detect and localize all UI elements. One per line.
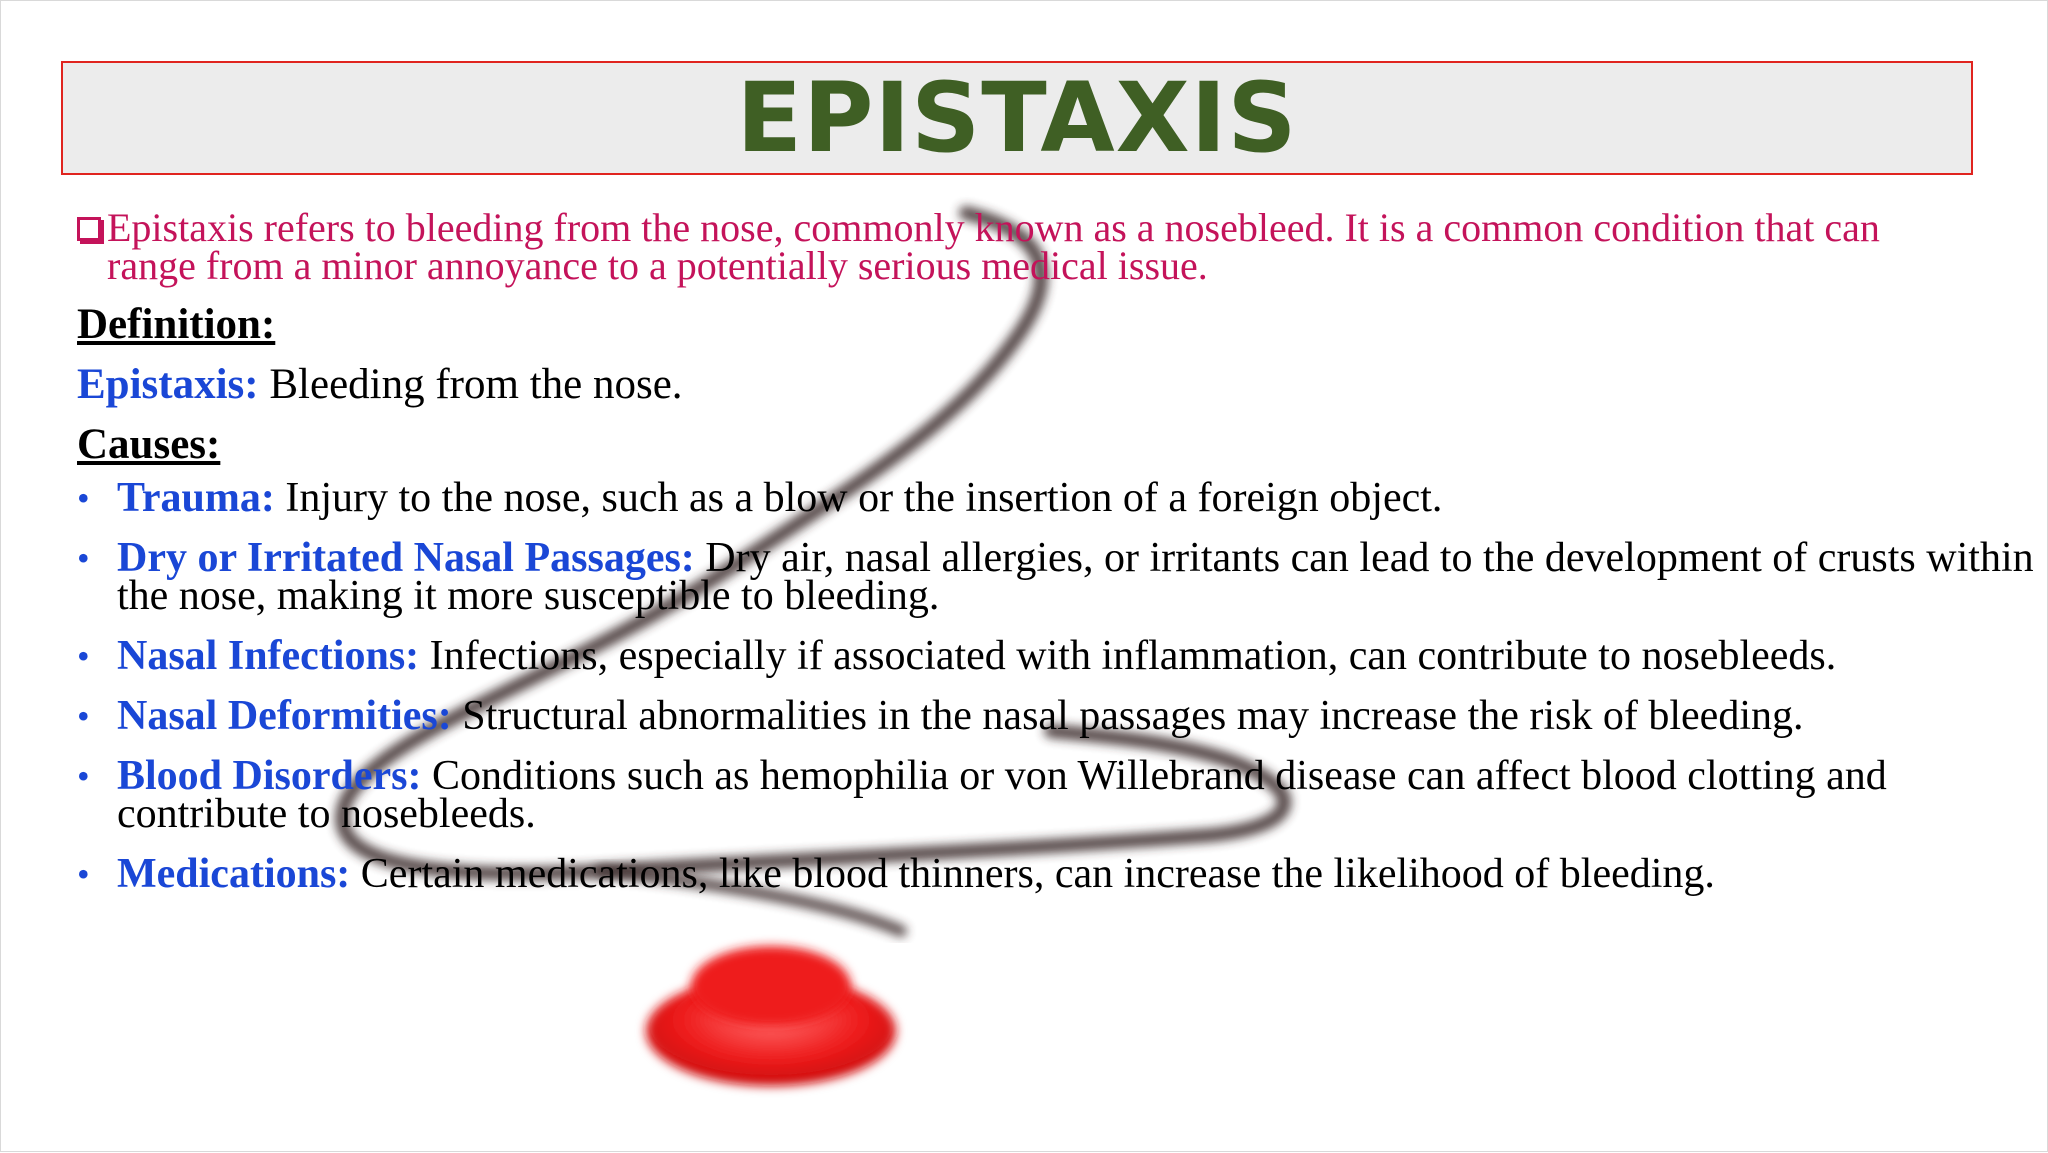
bullet-icon: • — [77, 696, 90, 736]
definition-text: Bleeding from the nose. — [258, 361, 683, 408]
cause-item — [77, 753, 2037, 837]
cause-term: Dry or Irritated Nasal Passages: — [117, 535, 695, 581]
cause-term: Blood Disorders: — [117, 753, 422, 799]
checkbox-bullet-icon — [77, 217, 101, 241]
cause-text: Structural abnormalities in the nasal passages may increase the risk of bleeding. — [451, 693, 1804, 739]
intro-paragraph — [77, 205, 1977, 288]
bullet-icon: • — [77, 538, 90, 578]
bullet-icon: • — [77, 478, 90, 518]
cause-text: Certain medications, like blood thinners, can increase the likelihood of bleeding. — [350, 851, 1715, 897]
bullet-icon: • — [77, 636, 90, 676]
cause-text: Dry air, nasal allergies, or irritants can lead to the development of crusts within the nose, making it more susceptible to bleeding. — [117, 535, 2034, 619]
cause-text: Infections, especially if associated with inflammation, can contribute to nosebleeds. — [419, 633, 1837, 679]
cause-text: Conditions such as hemophilia or von Willebrand disease can affect blood clotting and contribute to nosebleeds. — [117, 753, 1887, 837]
cause-item — [77, 475, 2037, 521]
cause-item — [77, 693, 2037, 739]
cause-item — [77, 851, 2037, 897]
cause-term: Nasal Deformities: — [117, 693, 452, 739]
cause-item — [77, 633, 2037, 679]
slide-title: EPISTAXIS — [736, 62, 1298, 174]
cause-term: Trauma: — [117, 475, 275, 521]
definition-heading: Definition: — [77, 301, 276, 348]
bullet-icon: • — [77, 756, 90, 796]
cause-term: Nasal Infections: — [117, 633, 420, 679]
slide-content — [77, 205, 2034, 915]
intro-text: Epistaxis refers to bleeding from the nose, commonly known as a nosebleed. It is a common condition that can range from a minor annoyance to a potentially serious medical issue. — [107, 205, 1880, 288]
definition-term: Epistaxis: — [77, 361, 259, 408]
cause-term: Medications: — [117, 851, 351, 897]
title-banner — [61, 61, 1973, 175]
causes-heading: Causes: — [77, 421, 221, 468]
bullet-icon: • — [77, 854, 90, 894]
causes-list — [77, 475, 2034, 897]
definition-line — [77, 359, 1977, 411]
cause-item — [77, 535, 2037, 619]
cause-text: Injury to the nose, such as a blow or the insertion of a foreign object. — [274, 475, 1443, 521]
